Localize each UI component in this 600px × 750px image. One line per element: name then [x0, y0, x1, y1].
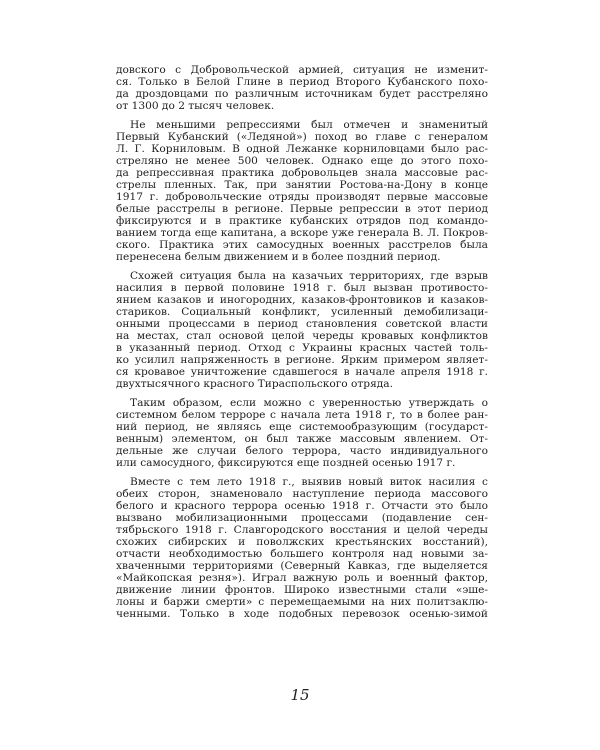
text-line: стариков. Социальный конфликт, усиленный демобилизаци-	[116, 306, 488, 318]
paragraph	[116, 119, 488, 263]
paragraph	[116, 270, 488, 390]
text-line: перенесена белым движением и в более поздний период.	[116, 251, 441, 263]
text-line: фиксируются и в практике кубанских отрядов под командо-	[116, 215, 488, 227]
text-line: стреляно не менее 500 человек. Однако еще до этого похо-	[116, 155, 488, 167]
text-line: довского с Добровольческой армией, ситуация не изменит-	[116, 64, 488, 76]
text-line: дельные же случаи белого террора, часто индивидуального	[116, 445, 488, 457]
text-line: движение линии фронтов. Широко известными стали «эше-	[116, 584, 488, 596]
text-line: хваченными территориями (Северный Кавказ, где выделяется	[116, 560, 488, 572]
text-line: стрелы пленных. Так, при занятии Ростова-на-Дону в конце	[116, 179, 488, 191]
text-line: двухтысячного красного Тираспольского отряда.	[116, 378, 393, 390]
text-line: тябрьского 1918 г. Славгородского восстания и целой череды	[116, 524, 488, 536]
text-line: Первый Кубанский («Ледяной») поход во главе с генералом	[116, 131, 488, 143]
text-line: системном белом терроре с начала лета 1918 г, то в более ран-	[116, 409, 488, 421]
text-line: ко усилил напряженность в регионе. Ярким примером являет-	[116, 354, 488, 366]
text-line: от 1300 до 2 тысяч человек.	[116, 100, 275, 112]
text-line: ся кровавое уничтожение сдавшегося в начале апреля 1918 г.	[116, 366, 488, 378]
text-line: или самосудного, фиксируются еще поздней осенью 1917 г.	[116, 457, 456, 469]
text-line: на местах, стал основой целой череды кровавых конфликтов	[116, 330, 488, 342]
text-line: ского. Практика этих самосудных военных расстрелов была	[116, 239, 488, 251]
text-line: отчасти необходимостью большего контроля над новыми за-	[116, 548, 488, 560]
text-line: в указанный период. Отход с Украины красных частей толь-	[116, 342, 488, 354]
text-line: лоны и баржи смерти» с перемещаемыми на них политзаклю-	[116, 596, 488, 608]
text-line: Л. Г. Корниловым. В одной Лежанке корниловцами было рас-	[116, 143, 488, 155]
paragraph	[116, 64, 488, 112]
text-line: да репрессивная практика добровольцев знала массовые рас-	[116, 167, 488, 179]
text-line: Вместе с тем лето 1918 г., выявив новый виток насилия с	[130, 476, 488, 488]
text-line: Таким образом, если можно с уверенностью утверждать о	[130, 397, 488, 409]
page-body	[116, 64, 488, 627]
paragraph	[116, 397, 488, 469]
text-line: схожих сибирских и поволжских крестьянских восстаний),	[116, 536, 488, 548]
text-line: да дроздовцами по различным источникам будет расстреляно	[116, 88, 488, 100]
text-line: насилия в первой половине 1918 г. был вызван противосто-	[116, 282, 488, 294]
text-line: ченными. Только в ходе подобных перевозок осенью-зимой	[116, 608, 488, 620]
text-line: 1917 г. добровольческие отряды производят первые массовые	[116, 191, 488, 203]
text-line: Не меньшими репрессиями был отмечен и знаменитый	[130, 119, 488, 131]
text-line: Схожей ситуация была на казачьих территориях, где взрыв	[130, 270, 488, 282]
text-line: белого и красного террора осенью 1918 г. Отчасти это было	[116, 500, 488, 512]
page-number: 15	[290, 686, 310, 704]
text-line: обеих сторон, знаменовало наступление периода массового	[116, 488, 488, 500]
text-line: ний период, не являясь еще системообразующим (государст-	[116, 421, 488, 433]
paragraph	[116, 476, 488, 620]
text-line: венным) элементом, он был также массовым явлением. От-	[116, 433, 488, 445]
text-line: онными процессами в период становления советской власти	[116, 318, 488, 330]
text-line: белые расстрелы в регионе. Первые репрессии в этот период	[116, 203, 488, 215]
text-line: янием казаков и иногородних, казаков-фронтовиков и казаков-	[116, 294, 488, 306]
text-line: вызвано мобилизационными процессами (подавление сен-	[116, 512, 488, 524]
text-line: ванием тогда еще капитана, а вскоре уже генерала В. Л. Покров-	[116, 227, 488, 239]
text-line: «Майкопская резня»). Играл важную роль и военный фактор,	[116, 572, 488, 584]
text-line: ся. Только в Белой Глине в период Второго Кубанского похо-	[116, 76, 488, 88]
